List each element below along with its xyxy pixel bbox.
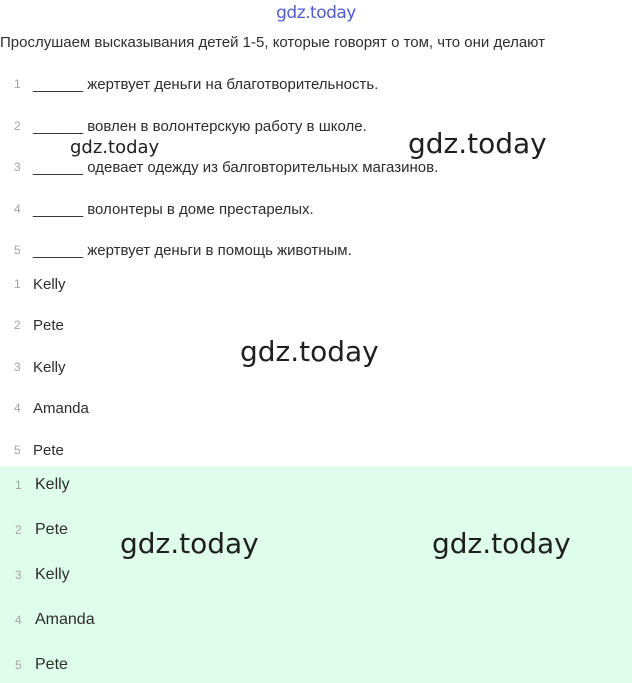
statement-text: ______ вовлен в волонтерскую работу в школе. (33, 117, 367, 135)
watermark: gdz.today (432, 527, 571, 560)
watermark: gdz.today (70, 137, 160, 158)
item-number: 1 (14, 77, 21, 91)
name-text: Kelly (33, 358, 66, 376)
watermark: gdz.today (120, 527, 259, 560)
statement-text: ______ жертвует деньги в помощь животным. (33, 241, 352, 259)
answer-text: Pete (35, 656, 68, 673)
name-text: Pete (33, 316, 64, 334)
item-number: 3 (14, 360, 21, 374)
statement-text: ______ одевает одежду из балговторительных магазинов. (33, 158, 439, 176)
item-number: 5 (15, 658, 22, 672)
answer-text: Pete (35, 521, 68, 538)
item-number: 5 (14, 443, 21, 457)
name-text: Pete (33, 441, 64, 459)
name-text: Amanda (33, 399, 89, 417)
item-number: 2 (14, 318, 21, 332)
item-number: 1 (15, 478, 22, 492)
item-number: 2 (14, 119, 21, 133)
answer-block (0, 466, 632, 683)
task-instruction: Прослушаем высказывания детей 1-5, которые говорят о том, что они делают (0, 34, 545, 51)
item-number: 3 (14, 160, 21, 174)
item-number: 4 (15, 613, 22, 627)
name-text: Kelly (33, 275, 66, 293)
answer-text: Amanda (35, 611, 95, 628)
statement-text: ______ волонтеры в доме престарелых. (33, 200, 314, 218)
item-number: 4 (14, 202, 21, 216)
item-number: 5 (14, 243, 21, 257)
statement-text: ______ жертвует деньги на благотворительность. (33, 75, 379, 93)
item-number: 4 (14, 401, 21, 415)
answer-text: Kelly (35, 566, 70, 583)
answer-text: Kelly (35, 476, 70, 493)
item-number: 1 (14, 277, 21, 291)
item-number: 2 (15, 523, 22, 537)
item-number: 3 (15, 568, 22, 582)
watermark: gdz.today (240, 335, 379, 368)
site-logo[interactable]: gdz.today (276, 3, 356, 23)
watermark: gdz.today (408, 127, 547, 160)
